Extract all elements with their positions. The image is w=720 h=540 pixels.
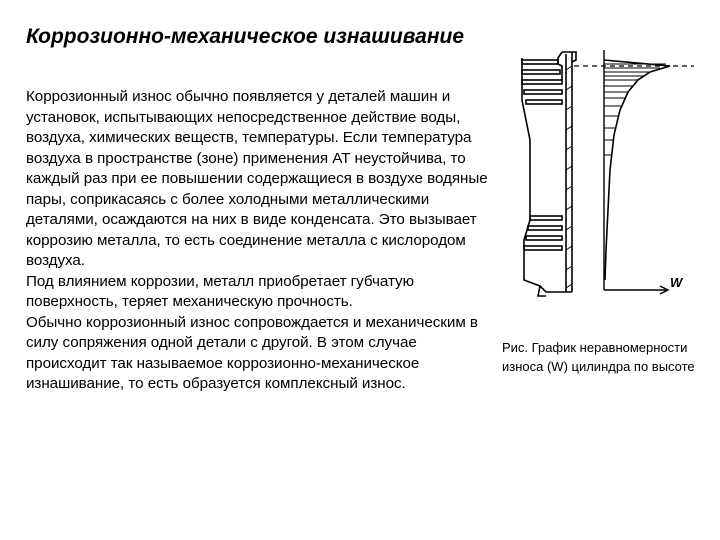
w-axis-label: W — [670, 275, 683, 290]
cylinder-section — [522, 52, 576, 296]
paragraph-corrosion-mechanical: Обычно коррозионный износ сопровождается и механическим в силу сопряжения одной детали с другой. В этом случае происходит так называемое коррозионно-механическое изнашивание, то есть образуется комплексный износ. — [26, 313, 478, 392]
paragraph-corrosion-intro: Коррозионный износ обычно появляется у деталей машин и установок, испытывающих непосредственное действие воды, воздуха, химических веществ, температуры. Если температура воздуха в пространстве (зоне) применения АТ неустойчива, то каждый раз при ее повышении содержащиеся в воздухе водяные пары, соприкасаясь с более холодными металлическими деталями, осаждаются на них в виде конденсата. Это вызывает коррозию металла, то есть соединение металла с кислородом воздуха. — [26, 88, 488, 269]
slide-title: Коррозионно-механическое изнашивание — [26, 25, 465, 48]
paragraph-corrosion-effect: Под влиянием коррозии, металл приобретает губчатую поверхность, теряет механическую прочность. — [26, 272, 414, 310]
wear-curve — [574, 50, 694, 294]
figure-caption: Рис. График неравномерности износа (W) цилиндра по высоте — [502, 340, 695, 374]
cylinder-wear-figure — [500, 40, 700, 310]
body-text — [26, 87, 501, 395]
